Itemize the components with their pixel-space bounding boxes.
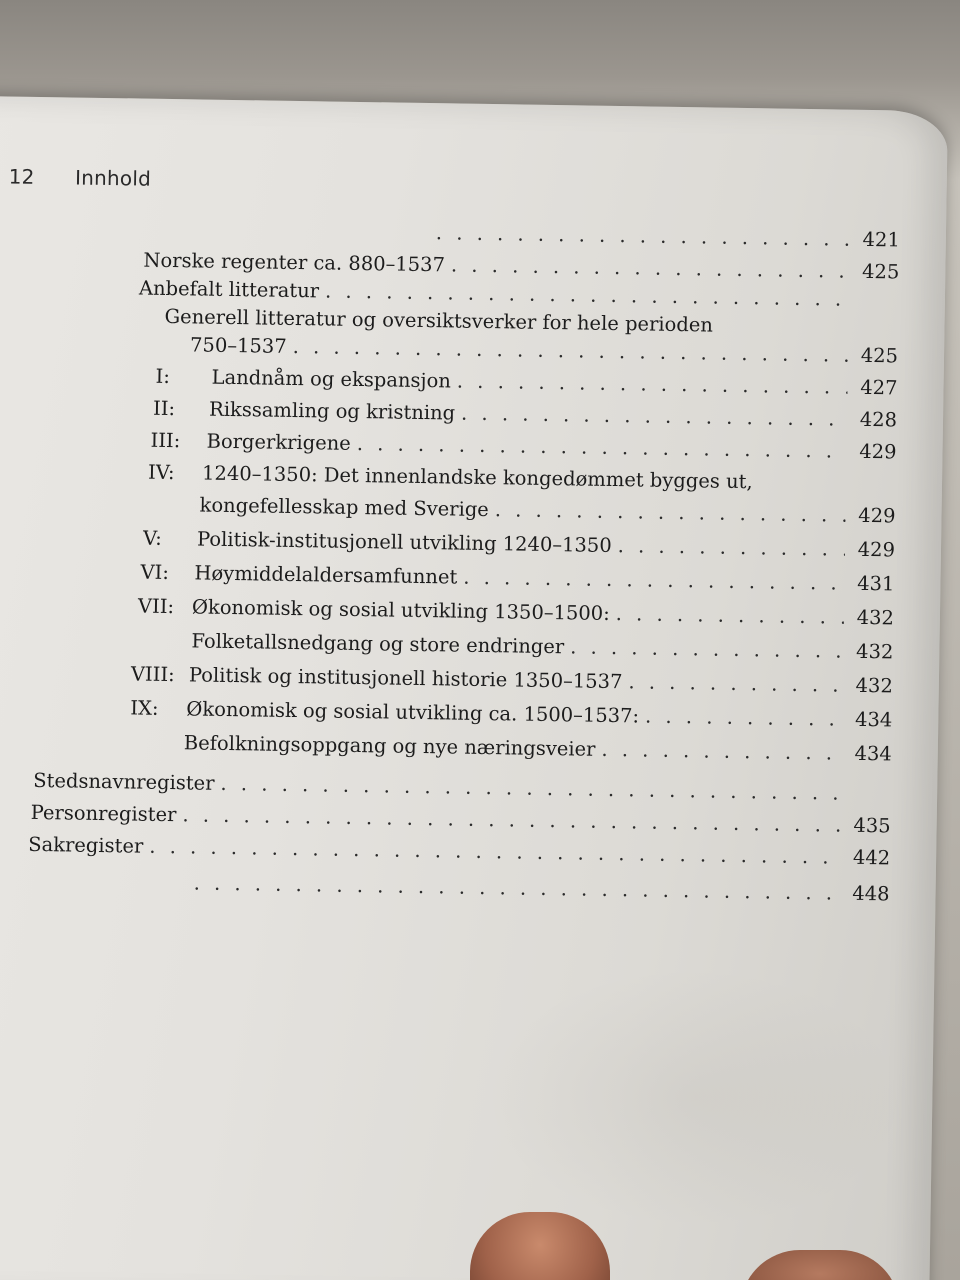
toc-entry-label: Høymiddelaldersamfunnet xyxy=(194,561,458,589)
table-of-contents xyxy=(0,214,918,906)
toc-entry-page xyxy=(855,306,899,307)
toc-entry-page: 429 xyxy=(858,503,896,528)
leader-dots xyxy=(182,803,841,836)
toc-entry xyxy=(153,397,897,432)
toc-entry-label: 750–1537 xyxy=(189,333,287,358)
leader-dots xyxy=(193,871,839,904)
toc-entry-label: Økonomisk og sosial utvikling 1350–1500: xyxy=(191,595,610,625)
toc-entry-page xyxy=(847,800,891,801)
toc-entry-label: Befolkningsoppgang og nye næringsveier xyxy=(183,731,596,761)
toc-entry xyxy=(150,429,896,464)
toc-entry-numeral: IX: xyxy=(130,696,159,720)
leader-dots xyxy=(325,279,849,310)
page-number: 12 xyxy=(8,164,35,189)
toc-entry-label: Landnåm og ekspansjon xyxy=(211,365,452,393)
toc-entry-numeral: I: xyxy=(155,364,171,389)
toc-entry-page: 448 xyxy=(852,881,890,906)
toc-entry-label: Folketallsnedgang og store endringer xyxy=(191,629,565,659)
toc-entry-register xyxy=(33,769,891,805)
toc-entry-numeral: II: xyxy=(152,396,176,421)
leader-dots xyxy=(457,370,848,399)
toc-entry xyxy=(184,731,892,765)
toc-entry-page: 432 xyxy=(856,605,895,630)
toc-entry-numeral: VI: xyxy=(140,560,170,585)
toc-entry-page: 435 xyxy=(853,813,891,838)
toc-entry-label: 1240–1350: Det innenlandske kongedømmet bygges ut, xyxy=(201,461,753,494)
toc-entry-page: 432 xyxy=(855,673,894,698)
toc-entry xyxy=(140,561,894,596)
toc-entry-label: Anbefalt litteratur xyxy=(138,276,320,303)
toc-entry xyxy=(191,629,893,663)
toc-entry xyxy=(190,333,898,367)
toc-entry-label: Politisk-institusjonell utvikling 1240–1350 xyxy=(196,527,612,557)
toc-entry-numeral: VIII: xyxy=(130,662,175,687)
book-page xyxy=(0,96,948,1280)
leader-dots xyxy=(495,498,846,527)
toc-entry-register xyxy=(31,801,891,838)
toc-entry-register xyxy=(28,833,890,870)
leader-dots xyxy=(220,772,841,805)
toc-entry-label: Personregister xyxy=(30,800,177,827)
toc-entry xyxy=(199,494,895,528)
toc-entry-label: Rikssamling og kristning xyxy=(208,397,456,425)
toc-entry-label: Generell litteratur og oversiktsverker for hele perioden xyxy=(164,304,714,337)
toc-entry-label: Borgerkrigene xyxy=(206,429,352,455)
toc-entry-page: 434 xyxy=(854,741,892,766)
leader-dots xyxy=(616,602,845,629)
toc-entry-label: Stedsnavnregister xyxy=(33,768,215,795)
leader-dots xyxy=(601,738,842,765)
toc-entry-label: Sakregister xyxy=(28,832,144,858)
toc-entry-numeral: IV: xyxy=(147,460,175,485)
toc-entry-numeral: VII: xyxy=(137,594,175,619)
running-head xyxy=(9,164,152,190)
leader-dots xyxy=(570,635,844,662)
leader-dots xyxy=(149,835,840,869)
toc-entry-label: Norske regenter ca. 880–1537 xyxy=(143,248,446,277)
toc-entry-label: kongefellesskap med Sverige xyxy=(199,493,490,522)
toc-entry-page: 429 xyxy=(857,537,896,562)
section-title: Innhold xyxy=(74,165,152,191)
toc-entry xyxy=(130,696,892,731)
leader-dots xyxy=(628,670,843,696)
show-through-text xyxy=(482,964,906,1231)
toc-entry-label: Politisk og institusjonell historie 1350–1537 xyxy=(188,663,623,694)
toc-entry-page: 434 xyxy=(854,707,893,732)
leader-dots xyxy=(461,402,847,431)
leader-dots xyxy=(357,432,847,463)
toc-entry-numeral: III: xyxy=(150,428,181,453)
leader-dots xyxy=(463,566,844,595)
toc-entry xyxy=(148,461,896,496)
toc-entry-numeral: V: xyxy=(142,526,162,550)
leader-dots xyxy=(293,335,849,367)
toc-entry-page: 429 xyxy=(859,439,897,464)
toc-entry-page: 442 xyxy=(852,845,891,870)
leader-dots xyxy=(645,705,843,731)
toc-entry xyxy=(430,221,900,251)
toc-entry-page: 425 xyxy=(861,259,900,284)
toc-entry xyxy=(131,662,893,697)
toc-entry-page: 427 xyxy=(860,375,898,400)
toc-entry xyxy=(138,595,894,630)
toc-entry xyxy=(143,527,895,562)
toc-entry xyxy=(155,365,897,400)
leader-dots xyxy=(436,221,850,250)
leader-dots xyxy=(451,253,850,282)
toc-entry-page: 431 xyxy=(857,571,895,596)
toc-entry-page: 432 xyxy=(855,639,894,664)
toc-entry-page: 428 xyxy=(859,407,898,432)
toc-entry-label: Økonomisk og sosial utvikling ca. 1500–1537: xyxy=(186,697,640,728)
toc-entry-page: 425 xyxy=(860,343,899,368)
leader-dots xyxy=(618,534,846,561)
toc-entry xyxy=(187,871,889,905)
toc-entry-page: 421 xyxy=(862,227,901,252)
